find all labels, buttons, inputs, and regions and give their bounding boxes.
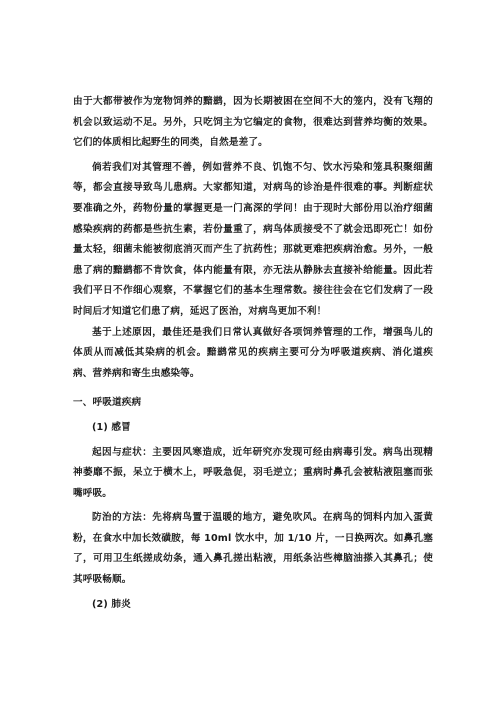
subsection-heading-pneumonia: (2) 肺炎: [92, 598, 131, 610]
subsection-heading-cold: (1) 感冒: [92, 421, 131, 433]
summary-paragraph: 基于上述原因，最佳还是我们日常认真做好各项饲养管理的工作，增强鸟儿的体质从而减低其染病的机会。黯鹚常见的疾病主要可分为呼吸道疾病、消化道疾病、营养病和寄生虫感染等。: [73, 326, 433, 379]
section-heading-respiratory: 一、呼吸道疾病: [73, 397, 142, 409]
section-gap: [73, 384, 433, 393]
treatment-paragraph: 防治的方法：先将病鸟置于温暖的地方，避免吹风。在病鸟的饲料内加入蛋黄粉，在食水中加长效磺胺，每 10ml 饮水中，加 1/10 片，一日换两次。如鼻孔塞了，可用卫生纸搓成幼条，通入鼻孔搓出粘液，用纸条沾些樟脑油搽入其鼻孔；使其呼吸畅顺。: [73, 512, 433, 586]
management-paragraph: 倘若我们对其管理不善，例如营养不良、饥饱不匀、饮水污染和笼具积聚细菌等，都会直接导致鸟儿患病。大家都知道，对病鸟的诊治是件很难的事。判断症状要准确之外，药物份量的掌握更是一门高深的学问！由于现时大部份用以治疗细菌感染疾病的药都是些抗生素，若份量重了，病鸟体质接受不了就会迅即死亡！如份量太轻，细菌未能被彻底消灭而产生了抗药性；那就更难把疾病治愈。另外，一般患了病的黯鹚都不肯饮食，体内能量有限，亦无法从静脉去直接补给能量。因此若我们平日不作细心观察，不掌握它们的基本生理常数。接往往会在它们发病了一段时间后才知道它们患了病，延迟了医治，对病鸟更加不利！: [73, 161, 433, 317]
document-body: [73, 92, 433, 615]
intro-paragraph: 由于大都带被作为宠物饲养的黯鹚，因为长期被困在空间不大的笼内，没有飞翔的机会以致运动不足。另外，只吃饲主为它编定的食物，很难达到营养均衡的效果。它们的体质相比起野生的同类，自然是差了。: [73, 96, 433, 149]
cause-symptom-paragraph: 起因与症状：主要因风寒造成，近年研究亦发现可经由病毒引发。病鸟出现精神萎靡不振，呆立于横木上，呼吸急促，羽毛逆立；重病时鼻孔会被粘液阻塞而张嘴呼吸。: [73, 446, 433, 499]
